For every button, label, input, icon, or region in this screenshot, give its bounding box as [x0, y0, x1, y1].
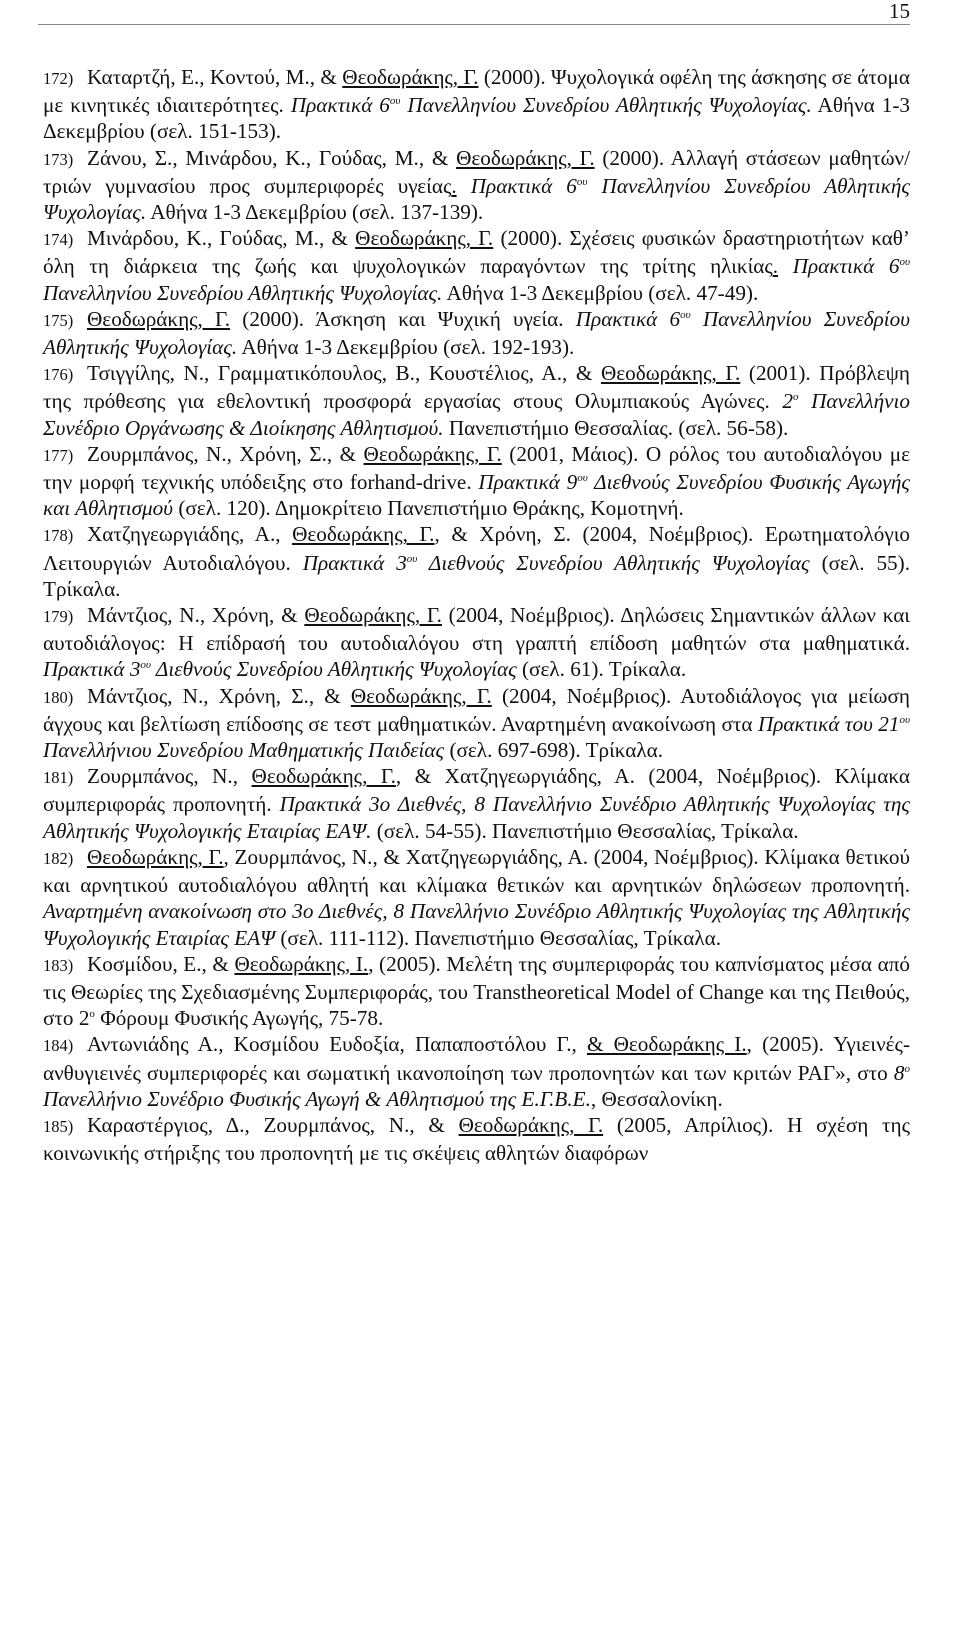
reference-number: 177)	[43, 445, 74, 465]
reference-text: ο	[89, 1008, 95, 1021]
reference-text: (2000). Ψυχολογικά οφέλη της άσκησης σε άτομα με κινητικές ιδιαιτερότητες.	[43, 65, 910, 118]
reference-text: (2001). Πρόβλεψη της πρόθεσης για εθελοντική προσφορά εργασίας στους Ολυμπιακούς Αγώνες.	[43, 361, 911, 414]
author-highlight: Θεοδωράκης, Γ.	[292, 522, 435, 547]
author-highlight: Θεοδωράκης, Γ.	[458, 1112, 604, 1137]
publication-title: Πρακτικά 3	[43, 657, 141, 682]
reference-item	[0, 441, 960, 522]
publication-title: 8	[893, 1060, 905, 1085]
reference-text: Φόρουμ Φυσικής Αγωγής, 75-78.	[94, 1006, 384, 1031]
publication-title: Πρακτικά 3	[302, 550, 407, 575]
publication-title: Πρακτικά 6	[470, 173, 577, 198]
reference-text: Ζουρμπάνος, Ν., Χρόνη, Σ., &	[87, 441, 364, 466]
reference-text: (2001, Μάιος). Ο ρόλος του αυτοδιαλόγου με την μορφή τεχνικής υπόδειξης στο forhand-drive.	[43, 441, 910, 495]
reference-item	[0, 306, 960, 360]
publication-title: Πρακτικά 9	[478, 470, 578, 495]
reference-text: (σελ. 111-112). Πανεπιστήμιο Θεσσαλίας, Τρίκαλα.	[275, 925, 722, 950]
reference-text: Αθήνα 1-3 Δεκεμβρίου (σελ. 192-193).	[237, 335, 575, 360]
publication-title: Αναρτημένη ανακοίνωση στο 3ο Διεθνές, 8 Πανελλήνιο Συνέδριο Αθλητικής Ψυχολογίας της Αθλητικής Ψυχολογικής Εταιρίας ΕΑΨ	[43, 899, 910, 950]
author-highlight: Θεοδωράκης, Γ.	[456, 145, 595, 170]
reference-text	[778, 254, 793, 278]
reference-number: 174)	[43, 230, 74, 250]
reference-text: Ζουρμπάνος, Ν.,	[87, 764, 252, 789]
reference-text: (σελ. 120). Δημοκρίτειο Πανεπιστήμιο Θράκης, Κομοτηνή.	[173, 496, 684, 521]
author-highlight: Θεοδωράκης, Γ.	[363, 441, 502, 466]
publication-title: Πρακτικά 6	[792, 254, 900, 279]
publication-title: ου	[406, 552, 418, 565]
reference-text: (2000). Αλλαγή στάσεων μαθητών/τριών γυμνασίου προς συμπεριφορές υγείας	[43, 145, 911, 198]
reference-text: , & Χρόνη, Σ. (2004, Νοέμβριος). Ερωτηματολόγιο Λειτουργιών Αυτοδιαλόγου.	[43, 522, 911, 575]
publication-title: Πανελληνίου Συνεδρίου Αθλητικής Ψυχολογίας.	[400, 93, 812, 118]
reference-text: Ζάνου, Σ., Μινάρδου, Κ., Γούδας, Μ., &	[87, 145, 457, 170]
reference-text: Καραστέργιος, Δ., Ζουρμπάνος, Ν., &	[87, 1112, 459, 1137]
page-number: 15	[889, 0, 910, 23]
reference-item	[0, 844, 960, 951]
reference-number: 184)	[43, 1036, 74, 1056]
author-highlight: Θεοδωράκης, Γ.	[342, 65, 479, 89]
reference-text: Χατζηγεωργιάδης, Α.,	[87, 522, 293, 547]
reference-text: (σελ. 54-55). Πανεπιστήμιο Θεσσαλίας, Τρίκαλα.	[371, 818, 799, 843]
author-highlight: .	[451, 173, 457, 198]
reference-text: Αθήνα 1-3 Δεκεμβρίου (σελ. 47-49).	[442, 280, 759, 305]
reference-text: Μάντζιος, Ν., Χρόνη, &	[87, 603, 305, 628]
publication-title: Πανελλήνιου Συνεδρίου Μαθηματικής Παιδείας	[43, 738, 445, 763]
reference-number: 181)	[43, 768, 74, 788]
reference-text	[457, 174, 471, 198]
reference-text: Αθήνα 1-3 Δεκεμβρίου (σελ. 151-153).	[43, 93, 910, 144]
reference-number: 182)	[43, 848, 74, 868]
reference-item	[0, 521, 960, 602]
reference-text: , (2005). Υγιεινές-ανθυγιεινές συμπεριφορές και σωματική ικανοποίηση των προπονητών και των κριτών ΡΑΓ», στο	[43, 1032, 911, 1085]
reference-text: (σελ. 61). Τρίκαλα.	[516, 657, 687, 682]
reference-text: Μάντζιος, Ν., Χρόνη, Σ., &	[87, 683, 351, 708]
publication-title: ου	[576, 175, 588, 188]
reference-item	[0, 1031, 960, 1112]
reference-text: Αθήνα 1-3 Δεκεμβρίου (σελ. 137-139).	[146, 200, 484, 225]
publication-title: Πρακτικά 3ο Διεθνές, 8 Πανελλήνιο Συνέδριο Αθλητικής Ψυχολογίας της Αθλητικής Ψυχολογικής Εταιρίας ΕΑΨ.	[43, 792, 910, 843]
reference-item	[0, 64, 960, 145]
reference-item	[0, 602, 960, 683]
reference-item	[0, 360, 960, 441]
header-rule	[38, 24, 910, 25]
reference-number: 173)	[43, 149, 74, 169]
publication-title: ου	[389, 95, 401, 108]
publication-title: Πανελλήνιο Συνέδριο Φυσικής Αγωγή & Αθλητισμού της Ε.Γ.Β.Ε.	[43, 1086, 591, 1111]
publication-title: ου	[577, 472, 588, 485]
author-highlight: Θεοδωράκης, Γ.	[350, 683, 492, 708]
reference-number: 179)	[43, 607, 74, 627]
reference-number: 178)	[43, 526, 74, 546]
publication-title: ου	[899, 713, 910, 726]
publication-title: ου	[899, 256, 911, 269]
reference-text: Καταρτζή, Ε., Κοντού, Μ., &	[87, 65, 343, 89]
publication-title: Διεθνούς Συνεδρίου Αθλητικής Ψυχολογίας	[150, 657, 517, 682]
publication-title: Πρακτικά 6	[290, 93, 390, 118]
reference-text: (2005, Απρίλιος). Η σχέση της κοινωνικής στήριξης του προπονητή με τις σκέψεις αθλητών διαφόρων	[43, 1112, 911, 1166]
publication-title: ο	[904, 1062, 910, 1075]
publication-title: ου	[680, 308, 691, 321]
reference-number: 183)	[43, 955, 74, 975]
reference-number: 175)	[43, 310, 74, 330]
reference-text: (2000). Άσκηση και Ψυχική υγεία.	[230, 306, 576, 331]
reference-number: 185)	[43, 1116, 74, 1136]
reference-number: 176)	[43, 365, 74, 385]
reference-item	[0, 763, 960, 844]
publication-title: Πανελλήνιο Συνέδριο Οργάνωσης & Διοίκησης Αθλητισμού.	[43, 389, 910, 440]
reference-item	[0, 225, 960, 306]
publication-title: 2	[782, 389, 794, 414]
reference-text: , & Χατζηγεωργιάδης, Α. (2004, Νοέμβριος). Κλίμακα συμπεριφοράς προπονητή.	[43, 764, 911, 817]
reference-text: (2004, Νοέμβριος). Αυτοδιάλογος για μείωση άγχους και βελτίωση επίδοσης σε τεστ μαθηματικών. Αναρτημένη ανακοίνωση στα	[43, 683, 910, 736]
author-highlight: Θεοδωράκης, Γ.	[304, 603, 442, 628]
reference-text: Τσιγγίλης, Ν., Γραμματικόπουλος, Β., Κουστέλιος, Α., &	[87, 361, 601, 386]
reference-item	[0, 1112, 960, 1166]
publication-title: Διεθνούς Συνεδρίου Αθλητικής Ψυχολογίας	[417, 550, 810, 575]
reference-text: (2000). Σχέσεις φυσικών δραστηριοτήτων καθ’ όλη τη διάρκεια της ζωής και ψυχολογικών παραγόντων της τρίτης ηλικίας	[43, 226, 910, 279]
publication-title: Πανελληνίου Συνεδρίου Αθλητικής Ψυχολογίας.	[43, 173, 911, 225]
author-highlight: Θεοδωράκης, Γ.	[87, 306, 231, 331]
reference-text: Πανεπιστήμιο Θεσσαλίας. (σελ. 56-58).	[443, 415, 789, 440]
publication-title: ου	[140, 659, 151, 672]
publication-title: Πανελληνίου Συνεδρίου Αθλητικής Ψυχολογίας.	[43, 306, 910, 360]
publication-title: Διεθνούς Συνεδρίου Φυσικής Αγωγής και Αθλητισμού	[43, 470, 910, 521]
publication-title: Πρακτικά 6	[575, 306, 681, 331]
author-highlight: Θεοδωράκης, Γ.	[355, 226, 494, 251]
reference-text: Μινάρδου, Κ., Γούδας, Μ., &	[87, 226, 356, 251]
author-highlight: & Θεοδωράκης Ι.	[586, 1032, 747, 1057]
reference-item	[0, 951, 960, 1032]
author-highlight: .	[772, 254, 779, 279]
reference-text: , Ζουρμπάνος, Ν., & Χατζηγεωργιάδης, Α. (2004, Νοέμβριος). Κλίμακα θετικού και αρνητικού αυτοδιαλόγου αθλητή και κλίμακα θετικών και αρνητικών δηλώσεων προπονητή.	[43, 844, 910, 898]
reference-text: (σελ. 55). Τρίκαλα.	[43, 550, 910, 601]
reference-number: 180)	[43, 687, 74, 707]
publication-title: ο	[793, 391, 799, 404]
reference-text: (2004, Νοέμβριος). Δηλώσεις Σημαντικών άλλων και αυτοδιάλογος: Η επίδρασή του αυτοδιαλόγου στη γραπτή επίδοση μαθητών στα μαθηματικά.	[43, 603, 911, 656]
author-highlight: Θεοδωράκης, Γ.	[87, 844, 224, 869]
reference-text: , (2005). Μελέτη της συμπεριφοράς του καπνίσματος μέσα από τις Θεωρίες της Σχεδιασμένης Συμπεριφοράς, του Transtheoretical Model of Change και της Πειθούς, στο 2	[43, 951, 910, 1031]
reference-text: , Θεσσαλονίκη.	[590, 1086, 723, 1111]
author-highlight: Θεοδωράκης, Γ.	[251, 764, 396, 789]
publication-title: Πρακτικά του 21	[757, 711, 900, 736]
reference-text: Κοσμίδου, Ε., &	[87, 951, 235, 976]
publication-title: Πανελληνίου Συνεδρίου Αθλητικής Ψυχολογίας.	[43, 280, 443, 305]
author-highlight: Θεοδωράκης, Ι.	[234, 951, 369, 976]
author-highlight: Θεοδωράκης, Γ.	[600, 361, 741, 386]
reference-text: (σελ. 697-698). Τρίκαλα.	[444, 738, 664, 763]
reference-item	[0, 683, 960, 764]
reference-list	[0, 64, 960, 1166]
reference-number: 172)	[43, 69, 74, 88]
reference-text: Αντωνιάδης Α., Κοσμίδου Ευδοξία, Παπαποστόλου Γ.,	[87, 1032, 587, 1057]
reference-item	[0, 145, 960, 226]
